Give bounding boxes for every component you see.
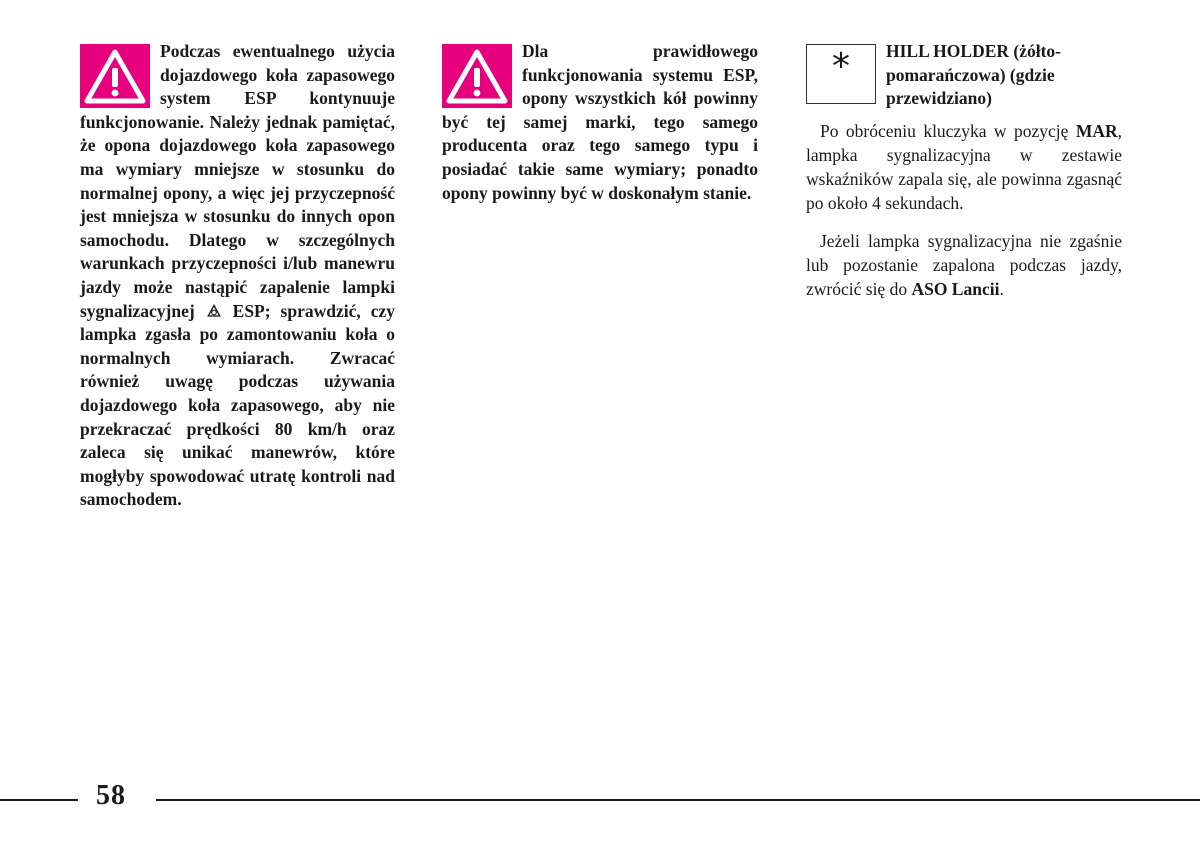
hill-holder-section [806, 40, 1122, 301]
warning-block-spare-wheel [80, 40, 395, 512]
esp-warning-light-icon [207, 301, 221, 315]
footer-rule-right [156, 799, 1200, 801]
warning-text-spare-wheel: Podczas ewentualnego użycia dojazdowego koła zapasowego system ESP kontynuuje funkcjonowanie. Należy jednak pamiętać, że opona dojazdowego koła zapasowego ma wymiary mniejsze w stosunku do normalnej opony, a więc jej przyczepność jest mniejsza w stosunku do innych opon samochodu. Dlatego w szczególnych warunkach przyczepności i/lub manewru jazdy może nastąpić zapalenie lampki sygnalizacyjnej ESP; sprawdzić, czy lampka zgasła po zamontowaniu koła o normalnych wymiarach. Zwracać również uwagę podczas używania dojazdowego koła zapasowego, aby nie przekraczać prędkości 80 km/h oraz zaleca się unikać manewrów, które mogłyby spowodować utratę kontroli nad samochodem. [80, 41, 395, 510]
paragraph-2: Jeżeli lampka sygnalizacyjna nie zgaśnie lub pozostanie zapalona podczas jazdy, zwrócić się do ASO Lancii. [806, 230, 1122, 299]
warning-text-tyres: Dla prawidłowego funkcjonowania systemu ESP, opony wszystkich kół powinny być tej samej marki, tego samego producenta oraz tego samego typu i posiadać takie same wymiary; ponadto opony powinny być w doskonałym stanie. [442, 41, 758, 203]
page-number: 58 [96, 780, 126, 811]
paragraph-1: Po obróceniu kluczyka w pozycję MAR, lampka sygnalizacyjna w zestawie wskaźników zapala się, ale powinna zgasnąć po około 4 sekundach. [806, 120, 1122, 213]
warning-triangle-icon [442, 44, 512, 108]
footer-rule-left [0, 799, 78, 801]
asterisk-icon: * [806, 44, 876, 104]
warning-triangle-icon [80, 44, 150, 108]
section-heading: HILL HOLDER (żółto-pomarańczowa) (gdzie przewidziano) [886, 41, 1062, 109]
warning-block-tyres [442, 40, 758, 205]
